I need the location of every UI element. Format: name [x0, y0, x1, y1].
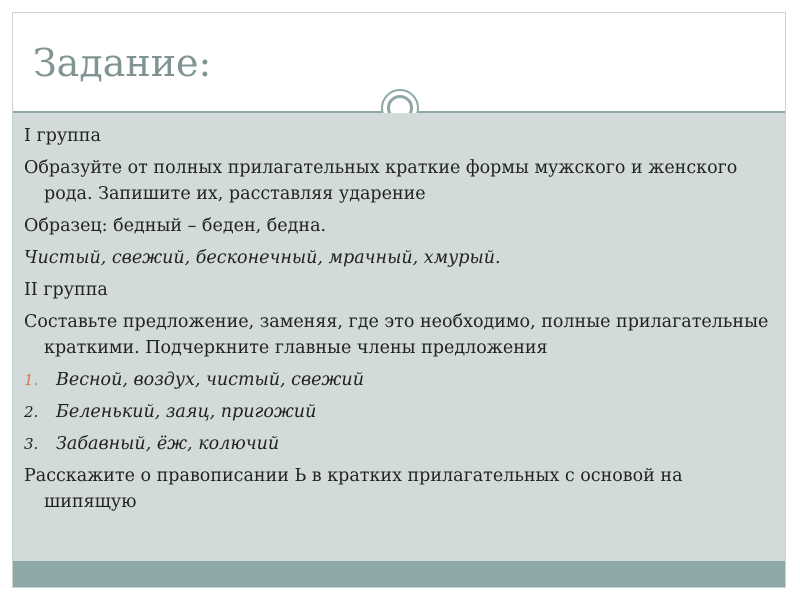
final-task: Расскажите о правописании Ь в кратких прилагательных с основой на шипящую [24, 466, 683, 512]
list-item-text: Беленький, заяц, пригожий [56, 402, 317, 422]
group1-example: Образец: бедный – беден, бедна. [24, 216, 327, 236]
footer-bar [13, 561, 785, 587]
list-item [24, 399, 769, 425]
group1-heading: I группа [24, 126, 101, 146]
list-number: 3. [24, 435, 39, 453]
slide-title: Задание: [33, 41, 212, 85]
group2-task: Составьте предложение, заменяя, где это необходимо, полные прилагательные краткими. Подчеркните главные члены предложения [24, 312, 769, 358]
group2-heading: II группа [24, 280, 108, 300]
group1-task: Образуйте от полных прилагательных краткие формы мужского и женского рода. Запишите их, расставляя ударение [24, 158, 738, 204]
list-item [24, 431, 769, 457]
list-number: 2. [24, 403, 39, 421]
list-item-text: Забавный, ёж, колючий [56, 434, 280, 454]
list-number: 1. [24, 371, 39, 389]
group1-words: Чистый, свежий, бесконечный, мрачный, хмурый. [24, 248, 501, 268]
list-item-text: Весной, воздух, чистый, свежий [56, 370, 364, 390]
slide-content [13, 113, 785, 563]
list-item [24, 367, 769, 393]
slide [12, 12, 786, 588]
